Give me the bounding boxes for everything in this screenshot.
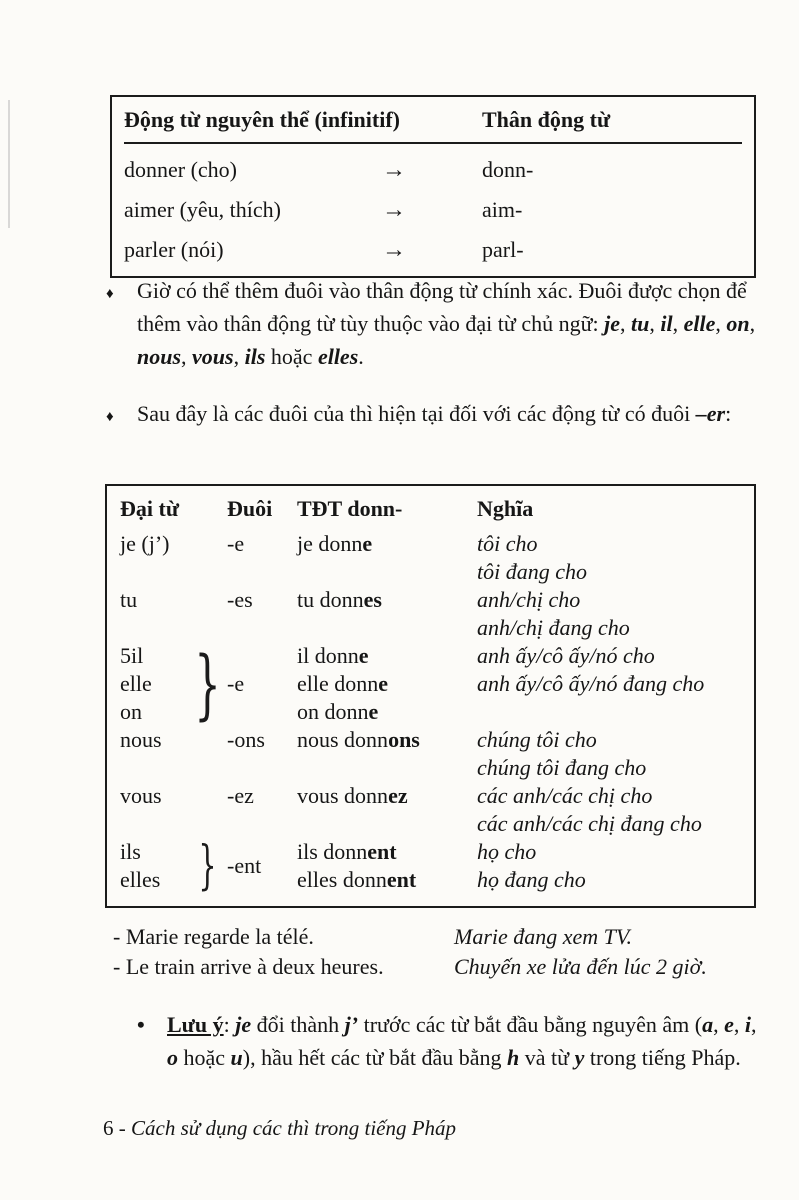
note-paragraph [137, 1008, 757, 1074]
meaning: các anh/các chị đang cho [477, 811, 702, 836]
verb-stem: aim- [482, 197, 523, 222]
french-sentence: - Marie regarde la télé. [113, 924, 314, 949]
paragraph-text: Sau đây là các đuôi của thì hiện tại đối với các động từ có đuôi –er: [137, 401, 732, 426]
meaning: họ đang cho [477, 867, 586, 892]
arrow-icon: → [382, 157, 406, 183]
meaning: họ cho [477, 839, 537, 864]
table-row-group [120, 639, 744, 728]
verb-form [297, 754, 477, 782]
french-sentence: - Le train arrive à deux heures. [113, 954, 384, 979]
ending: -es [227, 587, 253, 612]
pronoun: ils [120, 839, 141, 864]
paragraph-text: Giờ có thể thêm đuôi vào thân động từ chính xác. Đuôi được chọn để thêm vào thân động từ tùy thuộc vào đại từ chủ ngữ: je, tu, il, elle, on, nous, vous, ils hoặc elles. [137, 278, 756, 369]
pronoun: on [120, 699, 142, 724]
column-header-infinitive: Động từ nguyên thể (infinitif) [124, 107, 400, 132]
verb-form: il donne [297, 643, 369, 668]
vietnamese-translation: Chuyến xe lửa đến lúc 2 giờ. [454, 954, 707, 979]
meaning: anh/chị cho [477, 587, 581, 612]
ending: -ez [227, 783, 254, 808]
infinitive-verb: aimer (yêu, thích) [124, 197, 281, 222]
note-text: Lưu ý: je đổi thành j’ trước các từ bắt đầu bằng nguyên âm (a, e, i, o hoặc u), hầu hết các từ bắt đầu bằng h và từ y trong tiếng Pháp. [167, 1012, 757, 1070]
table-row-group [120, 782, 744, 838]
endings-intro-paragraph [106, 397, 757, 434]
verb-stem: donn- [482, 157, 534, 182]
table-row [124, 157, 742, 184]
meaning: anh ấy/cô ấy/nó đang cho [477, 671, 705, 696]
table-row-group [120, 586, 744, 642]
example-row [113, 952, 756, 982]
infinitive-verb: parler (nói) [124, 237, 224, 262]
pronoun: elle [120, 671, 152, 696]
column-header-form: TĐT donn- [297, 496, 403, 521]
verb-form: je donne [297, 531, 373, 556]
verb-form: elles donnent [297, 867, 417, 892]
infinitive-stem-table [110, 95, 756, 278]
arrow-icon: → [382, 237, 406, 263]
table-row-group [120, 838, 744, 894]
meaning: tôi đang cho [477, 559, 587, 584]
scan-artifact [8, 100, 10, 228]
page-footer [103, 1116, 456, 1141]
arrow-icon: → [382, 197, 406, 223]
table-row [124, 197, 742, 224]
column-header-pronoun: Đại từ [120, 496, 180, 521]
diamond-bullet-icon: ♦ [106, 409, 114, 425]
pronoun [120, 754, 227, 782]
intro-paragraph [106, 274, 757, 373]
verb-form: on donne [297, 699, 379, 724]
verb-form: nous donnons [297, 727, 420, 752]
pronoun: nous [120, 727, 162, 752]
pronoun: tu [120, 587, 138, 612]
footer-separator: - [113, 1116, 131, 1140]
pronoun: elles [120, 867, 161, 892]
pronoun [120, 810, 227, 838]
meaning: tôi cho [477, 531, 538, 556]
verb-form [297, 614, 477, 642]
table-row [124, 237, 742, 264]
meaning: chúng tôi cho [477, 727, 597, 752]
book-title: Cách sử dụng các thì trong tiếng Pháp [131, 1116, 457, 1140]
pronoun: je (j’) [120, 531, 170, 556]
brace-icon: } [198, 836, 217, 896]
verb-form [297, 558, 477, 586]
column-header-meaning: Nghĩa [477, 496, 534, 521]
table-row-group [120, 530, 744, 586]
ending: -ons [227, 727, 265, 752]
diamond-bullet-icon: ♦ [106, 286, 114, 302]
page-number: 6 [103, 1116, 114, 1140]
conjugation-table [105, 484, 756, 908]
verb-form: ils donnent [297, 839, 397, 864]
column-header-stem: Thân động từ [482, 107, 611, 132]
meaning: chúng tôi đang cho [477, 755, 647, 780]
pronoun [120, 558, 227, 586]
table-row-group [120, 726, 744, 782]
brace-icon: } [194, 639, 221, 728]
pronoun: vous [120, 783, 162, 808]
example-sentences [113, 922, 756, 982]
verb-form: vous donnez [297, 783, 408, 808]
meaning: anh/chị đang cho [477, 615, 630, 640]
table-header-row [124, 103, 742, 144]
verb-form: tu donnes [297, 587, 382, 612]
verb-form: elle donne [297, 671, 389, 696]
meaning: các anh/các chị cho [477, 783, 653, 808]
pronoun: 5il [120, 643, 144, 668]
dot-bullet-icon: • [137, 1012, 145, 1037]
ending: -e [227, 671, 245, 696]
meaning: anh ấy/cô ấy/nó cho [477, 643, 655, 668]
ending: -ent [227, 853, 262, 878]
example-row [113, 922, 756, 952]
vietnamese-translation: Marie đang xem TV. [454, 924, 633, 949]
verb-form [297, 810, 477, 838]
verb-stem: parl- [482, 237, 524, 262]
meaning [477, 698, 744, 726]
infinitive-verb: donner (cho) [124, 157, 238, 182]
table-header-row [120, 494, 744, 530]
column-header-ending: Đuôi [227, 496, 273, 521]
pronoun [120, 614, 227, 642]
ending: -e [227, 531, 245, 556]
